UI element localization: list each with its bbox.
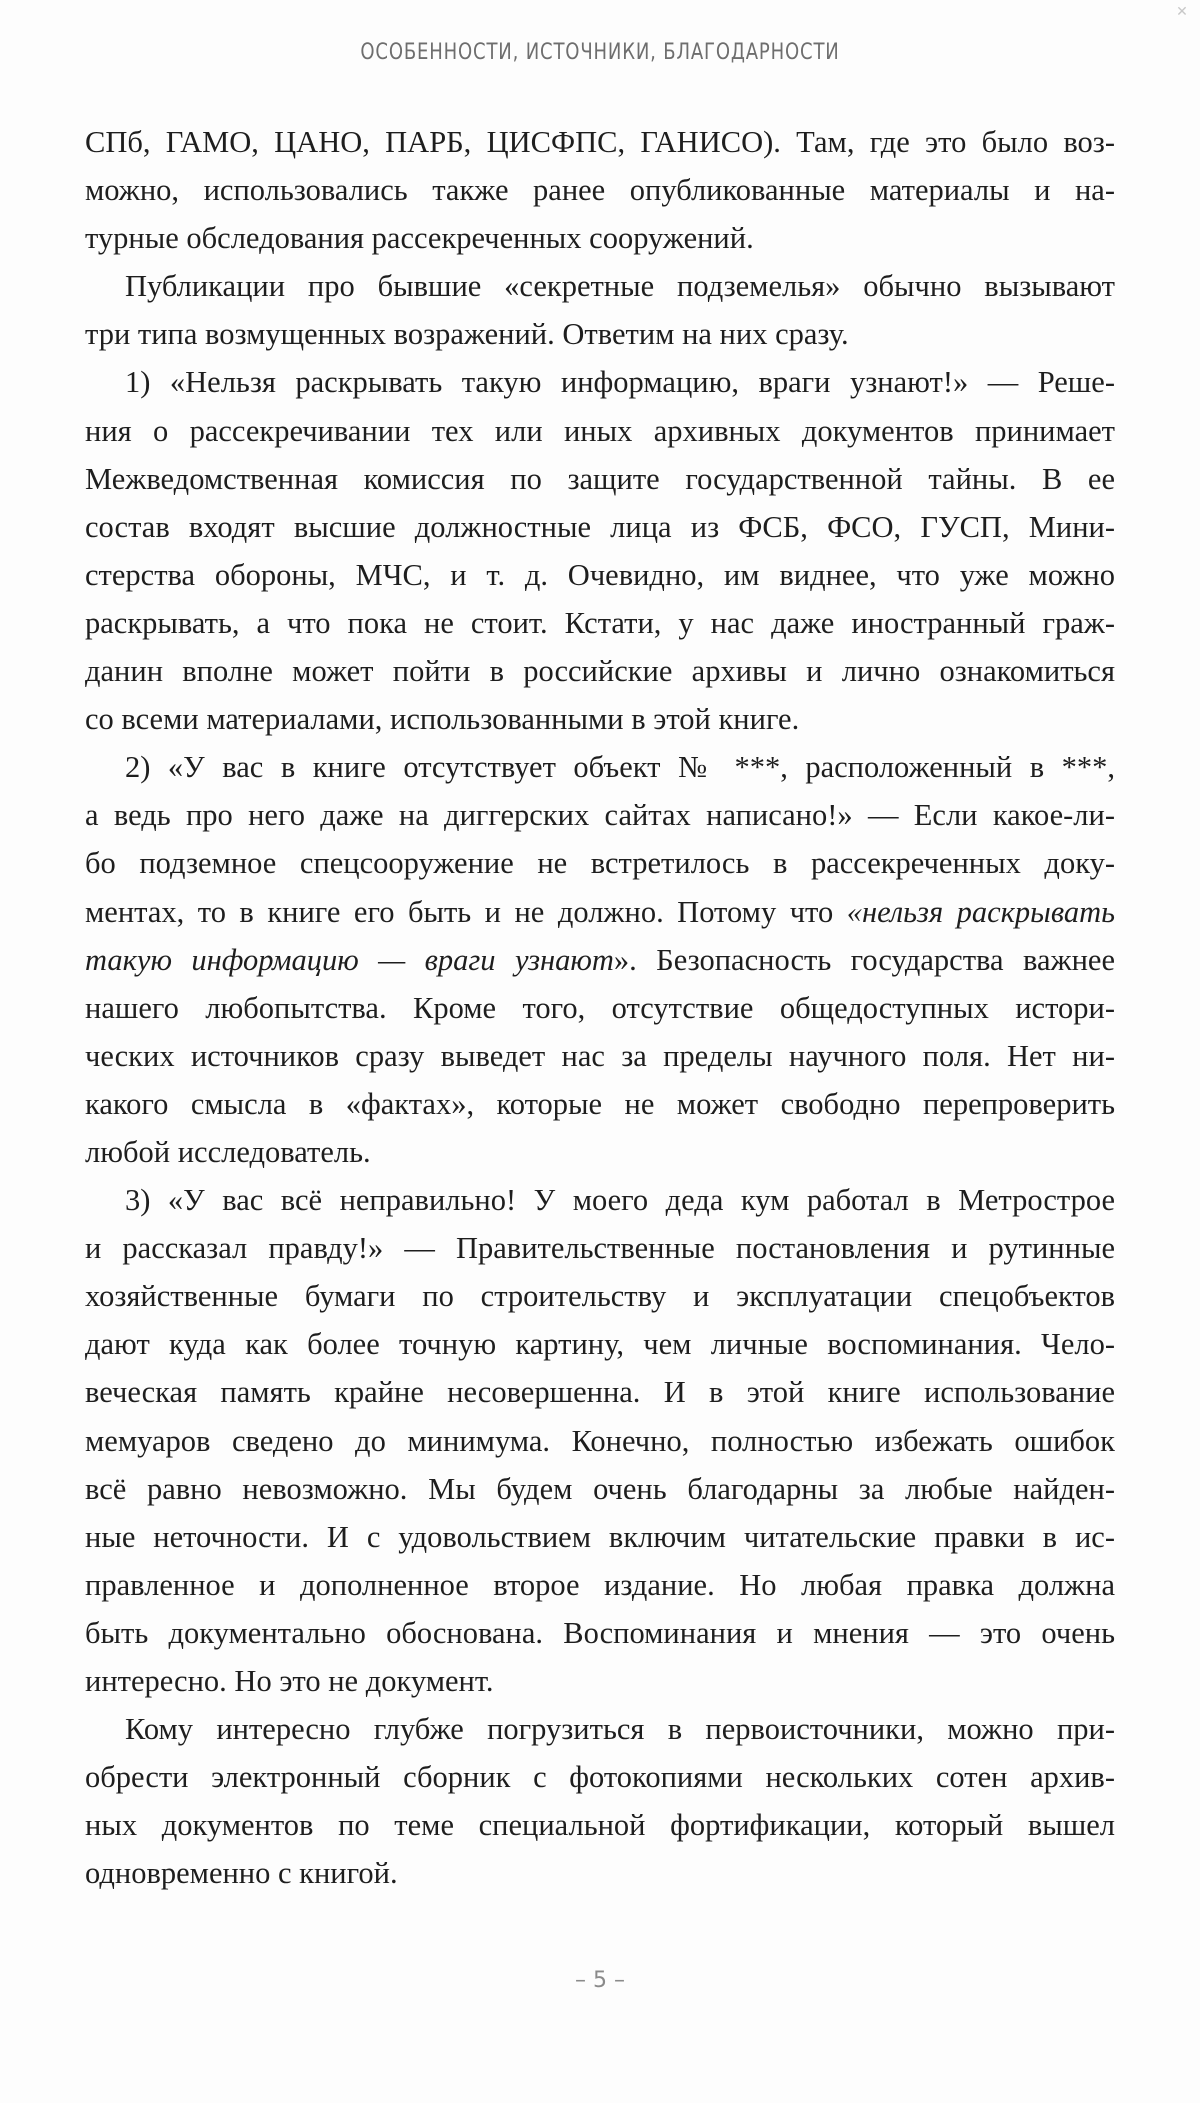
text-line: стерства обороны, МЧС, и т. д. Очевидно, им виднее, что уже можно: [85, 557, 1115, 592]
text-line: Межведомственная комиссия по защите государственной тайны. В ее: [85, 461, 1115, 496]
text-line: Публикации про бывшие «секретные подземелья» обычно вызывают: [125, 269, 1115, 304]
text-line: хозяйственные бумаги по строительству и эксплуатации спецобъектов: [85, 1279, 1115, 1314]
text-line: Кому интересно глубже погрузиться в первоисточники, можно при-: [125, 1712, 1115, 1747]
text-line: раскрывать, а что пока не стоит. Кстати, у нас даже иностранный граж-: [85, 605, 1115, 640]
text-line: 1) «Нельзя раскрывать такую информацию, враги узнают!» — Реше-: [125, 365, 1115, 400]
text-fragment: ментах, то в книге его быть и не должно. Потому что: [85, 894, 847, 929]
text-line: турные обследования рассекреченных сооружений.: [85, 221, 754, 256]
text-line: интересно. Но это не документ.: [85, 1664, 494, 1698]
text-line: можно, использовались также ранее опубликованные материалы и на-: [85, 173, 1115, 208]
page-number: – 5 –: [575, 1968, 625, 1993]
text-line: три типа возмущенных возражений. Ответим на них сразу.: [85, 317, 849, 352]
italic-fragment: «нельзя раскрывать: [846, 894, 1116, 929]
text-line: данин вполне может пойти в российские архивы и лично ознакомиться: [85, 654, 1115, 689]
text-fragment: ». Безопасность государства важнее: [613, 942, 1115, 977]
close-icon[interactable]: ✕: [1176, 4, 1188, 20]
text-line: [85, 936, 1115, 984]
paragraph: [85, 262, 1115, 358]
text-line: веческая память крайне несовершенна. И в этой книге использование: [85, 1375, 1115, 1410]
paragraph: [85, 358, 1115, 743]
text-line: нашего любопытства. Кроме того, отсутствие общедоступных истори-: [85, 990, 1115, 1025]
text-line: состав входят высшие должностные лица из ФСБ, ФСО, ГУСП, Мини-: [85, 509, 1115, 544]
text-line: а ведь про него даже на диггерских сайтах написано!» — Если какое-ли-: [85, 798, 1115, 833]
text-line: обрести электронный сборник с фотокопиями нескольких сотен архив-: [85, 1760, 1115, 1795]
paragraph: [85, 1176, 1115, 1705]
text-line: любой исследователь.: [85, 1134, 371, 1169]
text-line: правленное и дополненное второе издание. Но любая правка должна: [85, 1567, 1115, 1602]
body-text: [85, 118, 1115, 1897]
paragraph: [85, 743, 1115, 1176]
paragraph: [85, 1705, 1115, 1897]
text-line: 2) «У вас в книге отсутствует объект № ***, расположенный в ***,: [125, 750, 1115, 785]
text-line: 3) «У вас всё неправильно! У моего деда кум работал в Метрострое: [125, 1183, 1115, 1218]
italic-fragment: такую информацию — враги узнают: [85, 942, 614, 977]
text-line: СПб, ГАМО, ЦАНО, ПАРБ, ЦИСФПС, ГАНИСО). Там, где это было воз-: [85, 125, 1115, 159]
text-line: какого смысла в «фактах», которые не может свободно перепроверить: [85, 1086, 1115, 1121]
text-line: со всеми материалами, использованными в этой книге.: [85, 702, 800, 737]
text-line: всё равно невозможно. Мы будем очень благодарны за любые найден-: [85, 1471, 1115, 1506]
text-line: быть документально обоснована. Воспоминания и мнения — это очень: [85, 1615, 1115, 1650]
text-line: дают куда как более точную картину, чем личные воспоминания. Чело-: [85, 1327, 1115, 1362]
text-line: ных документов по теме специальной фортификации, который вышел: [85, 1808, 1115, 1843]
text-line: одновременно с книгой.: [85, 1856, 398, 1891]
text-line: [85, 888, 1115, 936]
paragraph: [85, 118, 1115, 262]
text-line: и рассказал правду!» — Правительственные постановления и рутинные: [85, 1231, 1115, 1266]
text-line: ния о рассекречивании тех или иных архивных документов принимает: [85, 413, 1115, 448]
text-line: бо подземное спецсооружение не встретилось в рассекреченных доку-: [85, 846, 1115, 881]
running-head: ОСОБЕННОСТИ, ИСТОЧНИКИ, БЛАГОДАРНОСТИ: [360, 40, 840, 65]
text-line: ные неточности. И с удовольствием включим читательские правки в ис-: [85, 1519, 1115, 1554]
text-line: ческих источников сразу выведет нас за пределы научного поля. Нет ни-: [85, 1038, 1115, 1073]
text-line: мемуаров сведено до минимума. Конечно, полностью избежать ошибок: [85, 1423, 1115, 1458]
